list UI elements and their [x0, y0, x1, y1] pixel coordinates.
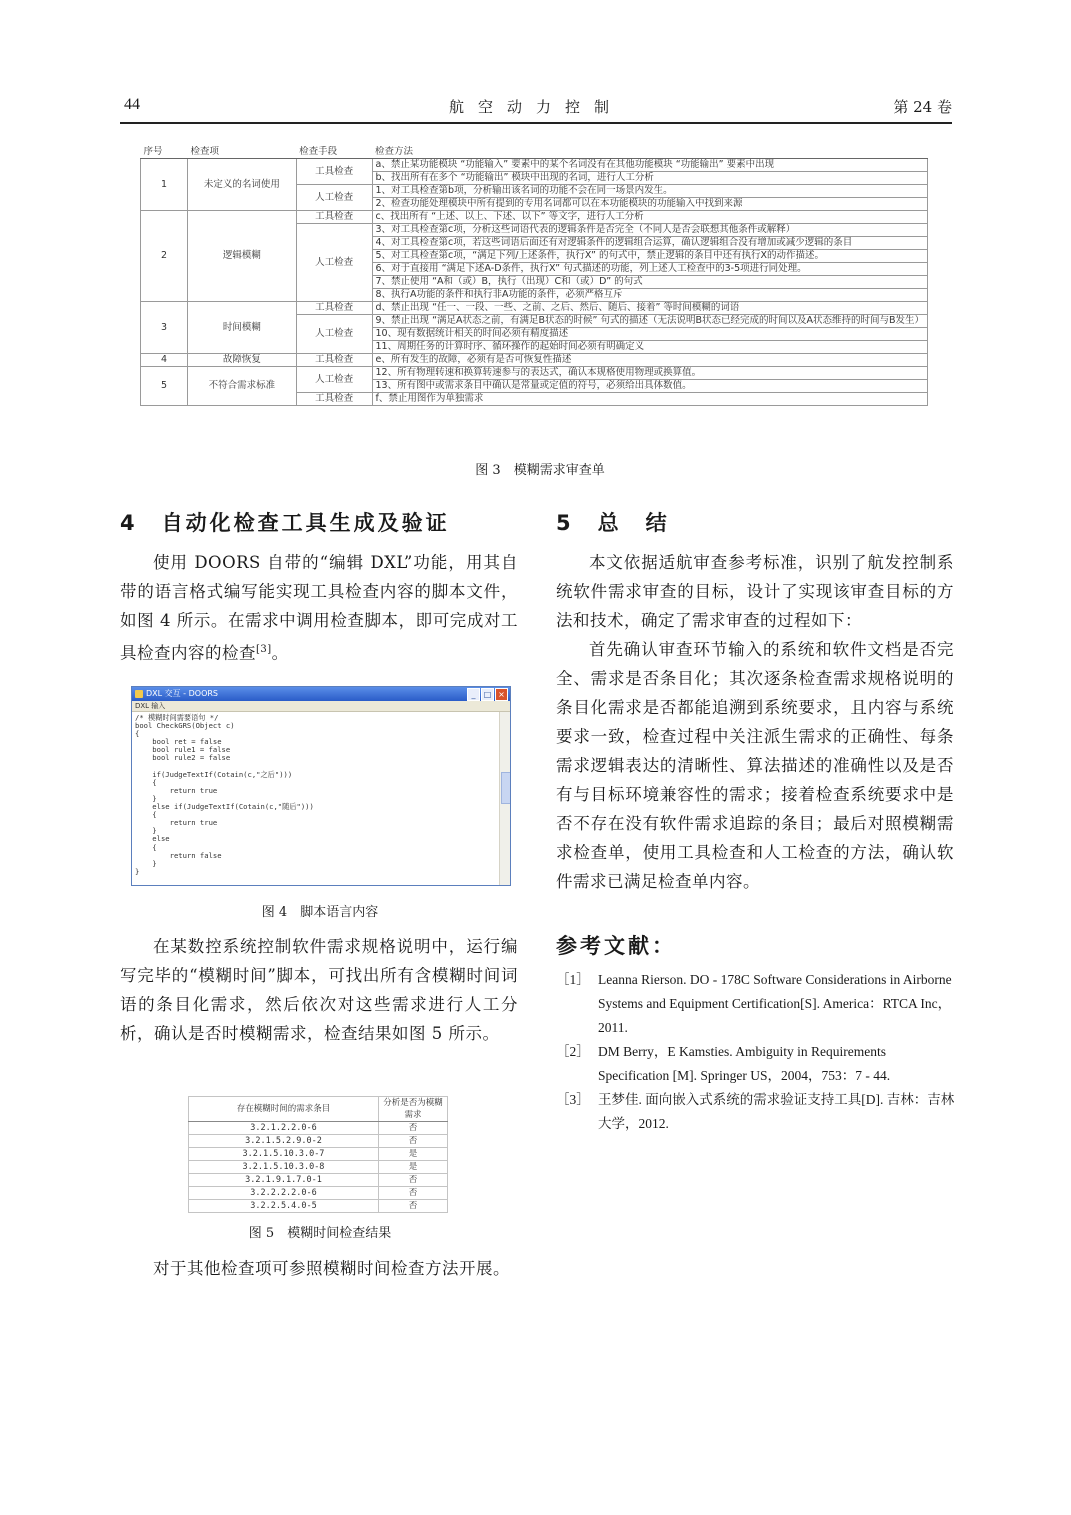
result-cell: 否: [379, 1135, 448, 1148]
reference-number: ［3］: [556, 1092, 590, 1107]
maximize-icon: □: [481, 688, 494, 701]
col-header-method: 检查手段: [296, 146, 372, 159]
para-end: 。: [271, 643, 289, 663]
reference-number: ［1］: [556, 972, 590, 987]
section4-paragraph-3: [120, 1254, 518, 1283]
row-text: b、找出所有在多个 “功能输出” 模块中出现的名词，进行人工分析: [372, 172, 927, 185]
section5-heading: 5 总 结: [556, 511, 670, 535]
para-text: 在某数控系统控制软件需求规格说明中，运行编写完毕的“模糊时间”脚本，可找出所有含模糊时间词语的条目化需求，然后依次对这些需求进行人工分析，确认是否时模糊需求，检查结果如图 5 所示。: [120, 937, 518, 1043]
scrollbar: [499, 712, 510, 885]
figure3-caption: 图 3 模糊需求审查单: [475, 463, 605, 478]
row-item: 未定义的名词使用: [188, 159, 297, 211]
row-text: 12、所有物理转速和换算转速参与的表达式，确认本规格使用物理或换算值。: [372, 367, 927, 380]
window-title: DXL 交互 - DOORS: [146, 689, 219, 698]
row-no: 5: [141, 367, 188, 406]
section4-heading: 4 自动化检查工具生成及验证: [120, 511, 450, 535]
running-header: [120, 96, 952, 124]
table-header-row: [189, 1097, 448, 1122]
figure5-caption: 图 5 模糊时间检查结果: [248, 1226, 392, 1241]
result-cell: 否: [379, 1122, 448, 1135]
row-no: 3: [141, 302, 188, 354]
reference-text: 王梦佳. 面向嵌入式系统的需求验证支持工具[D]. 吉林：吉林大学，2012.: [598, 1092, 955, 1131]
reference-list: [556, 968, 956, 1136]
entry-cell: 3.2.2.5.4.0-5: [189, 1200, 379, 1213]
para-text: 首先确认审查环节输入的系统和软件文档是否完全、需求是否条目化；其次逐条检查需求规格说明的条目化需求是否都能追溯到系统要求，且内容与系统要求一致，检查过程中关注派生需求的正确性、每条需求逻辑表达的清晰性、算法描述的准确性以及是否有与目标环境兼容性的需求；接着检查系统要求中是否不存在没有软件需求追踪的条目；最后对照模糊需求检查单，使用工具检查和人工检查的方法，确认软件需求已满足检查单内容。: [556, 640, 954, 891]
header-rule: [120, 122, 952, 124]
entry-cell: 3.2.1.5.2.9.0-2: [189, 1135, 379, 1148]
volume-label: 第 24 卷: [893, 98, 952, 116]
row-text: d、禁止出现 “任一、一段、一些、之前、之后、然后、随后、接着” 等时间模糊的词语: [372, 302, 927, 315]
col-header-procedure: 检查方法: [372, 146, 927, 159]
reference-number: ［2］: [556, 1044, 590, 1059]
result-cell: 是: [379, 1161, 448, 1174]
table-row: [141, 302, 928, 315]
row-text: 9、禁止出现 “满足A状态之前，有满足B状态的时候” 句式的描述（无法说明B状态已经完成的时间以及A状态维持的时间与B发生）: [372, 315, 927, 328]
window-menubar: DXL 输入: [132, 701, 510, 712]
result-cell: 是: [379, 1148, 448, 1161]
close-icon: ×: [495, 688, 508, 701]
row-text: 1、对工具检查第b项，分析输出该名词的功能不会在同一场景内发生。: [372, 185, 927, 198]
row-text: 10、现有数据统计相关的时间必须有精度描述: [372, 328, 927, 341]
row-no: 1: [141, 159, 188, 211]
table-row: [141, 354, 928, 367]
table-row: [189, 1174, 448, 1187]
dxl-code: /* 模糊时间需要语句 */ bool CheckGRS(Object c) { bool ret = false bool rule1 = false bool rule2 = false if(JudgeTextIf(Cotain(c,"之后"))) { return true } else if(JudgeTextIf(Cotain(c,"随后"))) { return true } else { return false } }: [135, 713, 314, 876]
col-header-no: 序号: [141, 146, 188, 159]
citation: [3]: [256, 644, 272, 655]
table-row: [141, 367, 928, 380]
journal-title: 航空动力控制: [448, 98, 623, 116]
result-cell: 否: [379, 1174, 448, 1187]
row-item: 不符合需求标准: [188, 367, 297, 406]
references-heading: 参考文献：: [556, 934, 676, 958]
scrollbar-thumb: [501, 772, 511, 804]
col-header-entry: 存在模糊时间的需求条目: [189, 1097, 379, 1122]
reference-item: [556, 1040, 956, 1088]
row-method: 工具检查: [296, 302, 372, 315]
row-text: 6、对于直接用 “满足下述A-D条件，执行X” 句式描述的功能，列上述人工检查中的3-5项进行同处理。: [372, 263, 927, 276]
row-method: 工具检查: [296, 354, 372, 367]
row-text: 7、禁止使用 “A和（或）B，执行（出现）C和（或）D” 的句式: [372, 276, 927, 289]
minimize-icon: _: [467, 688, 480, 701]
page-number: 44: [124, 96, 140, 113]
table-row: [189, 1122, 448, 1135]
window-controls: [466, 688, 508, 702]
entry-cell: 3.2.1.2.2.0-6: [189, 1122, 379, 1135]
app-icon: [135, 690, 143, 698]
para-text: 本文依据适航审查参考标准，识别了航发控制系统软件需求审查的目标，设计了实现该审查目标的方法和技术，确定了需求审查的过程如下：: [556, 553, 954, 630]
table-row: [141, 159, 928, 172]
para-text: 对于其他检查项可参照模糊时间检查方法开展。: [153, 1259, 510, 1278]
row-text: c、找出所有 “上述、以上、下述、以下” 等文字，进行人工分析: [372, 211, 927, 224]
reference-item: [556, 1088, 956, 1136]
entry-cell: 3.2.1.5.10.3.0-8: [189, 1161, 379, 1174]
row-method: 人工检查: [296, 224, 372, 302]
col-header-item: 检查项: [188, 146, 297, 159]
row-text: a、禁止某功能模块 “功能输入” 要素中的某个名词没有在其他功能模块 “功能输出” 要素中出现: [372, 159, 927, 172]
table-header-row: [141, 146, 928, 159]
row-method: 人工检查: [296, 315, 372, 354]
row-method: 人工检查: [296, 185, 372, 211]
reference-text: Leanna Rierson. DO - 178C Software Considerations in Airborne Systems and Equipment Certification[S]. America：RTCA Inc，2011.: [598, 972, 952, 1035]
para-text: 使用 DOORS 自带的“编辑 DXL”功能，用其自带的语言格式编写能实现工具检查内容的脚本文件，如图 4 所示。在需求中调用检查脚本，即可完成对工具检查内容的检查: [120, 553, 518, 663]
table-row: [189, 1187, 448, 1200]
row-no: 4: [141, 354, 188, 367]
row-item: 时间模糊: [188, 302, 297, 354]
row-text: 2、检查功能处理模块中所有提到的专用名词都可以在本功能模块的功能输入中找到来源: [372, 198, 927, 211]
result-cell: 否: [379, 1187, 448, 1200]
entry-cell: 3.2.2.2.2.0-6: [189, 1187, 379, 1200]
result-cell: 否: [379, 1200, 448, 1213]
table-row: [189, 1200, 448, 1213]
row-text: 5、对工具检查第c项，“满足下列/上述条件，执行X” 的句式中，禁止逻辑的条目中还有执行X的动作描述。: [372, 250, 927, 263]
row-text: 4、对工具检查第c项，若这些词语后面还有对逻辑条件的逻辑组合运算，确认逻辑组合没有增加或减少逻辑的条目: [372, 237, 927, 250]
row-text: 8、执行A功能的条件和执行非A功能的条件，必须严格互斥: [372, 289, 927, 302]
figure4-caption: 图 4 脚本语言内容: [261, 905, 379, 920]
row-text: 11、周期任务的计算时序、循环操作的起始时间必须有明确定义: [372, 341, 927, 354]
table-row: [189, 1135, 448, 1148]
dxl-script-window: [131, 686, 511, 886]
row-text: e、所有发生的故障，必须有是否可恢复性描述: [372, 354, 927, 367]
section4-paragraph-2: [120, 932, 518, 1048]
table-row: [141, 211, 928, 224]
row-method: 工具检查: [296, 393, 372, 406]
table-row: [189, 1148, 448, 1161]
row-method: 工具检查: [296, 159, 372, 185]
row-method: 工具检查: [296, 211, 372, 224]
row-method: 人工检查: [296, 367, 372, 393]
fuzzy-requirement-checklist-table: [140, 146, 928, 406]
row-item: 逻辑模糊: [188, 211, 297, 302]
row-text: f、禁止用图作为单独需求: [372, 393, 927, 406]
section5-body: [556, 548, 954, 896]
section4-paragraph-1: [120, 548, 518, 668]
reference-item: [556, 968, 956, 1040]
row-item: 故障恢复: [188, 354, 297, 367]
row-text: 13、所有图中或需求条目中确认是常量或定值的符号，必须给出具体数值。: [372, 380, 927, 393]
row-text: 3、对工具检查第c项，分析这些词语代表的逻辑条件是否完全（不同人是否会联想其他条件或解释）: [372, 224, 927, 237]
row-no: 2: [141, 211, 188, 302]
entry-cell: 3.2.1.5.10.3.0-7: [189, 1148, 379, 1161]
col-header-result: 分析是否为模糊需求: [379, 1097, 448, 1122]
table-row: [189, 1161, 448, 1174]
reference-text: DM Berry，E Kamsties. Ambiguity in Requirements Specification [M]. Springer US，2004，753：7 - 44.: [598, 1044, 891, 1083]
window-titlebar: [132, 687, 510, 701]
entry-cell: 3.2.1.9.1.7.0-1: [189, 1174, 379, 1187]
fuzzy-time-result-table: [188, 1096, 448, 1213]
